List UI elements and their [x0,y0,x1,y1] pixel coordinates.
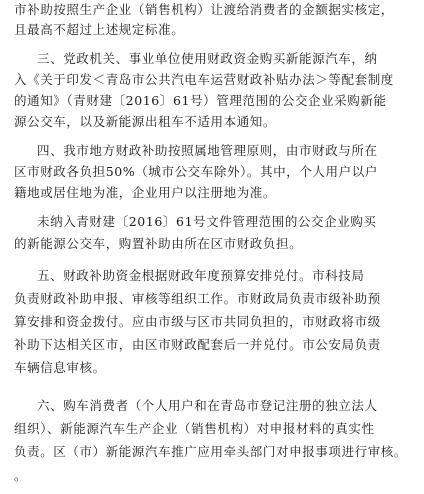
text-line: 市补助按照生产企业（销售机构）让渡给消费者的金额据实核定， [14,2,394,17]
text-line: 五、财政补助资金根据财政年度预算安排兑付。市科技局 [37,268,365,283]
text-line: 三、党政机关、事业单位使用财政资金购买新能源汽车，纳 [37,51,378,66]
text-line: 源公交车，以及新能源出租车不适用本通知。 [14,114,277,129]
text-line: 且最高不超过上述规定标准。 [14,22,185,37]
text-line: 未纳入青财建〔2016〕61号文件管理范围的公交企业购买 [37,214,377,229]
text-line: 负责。区（市）新能源汽车推广应用牵头部门对申报事项进行审核。 [14,444,408,459]
text-line: 。 [14,468,28,483]
text-line: 四、我市地方财政补助按照属地管理原则，由市财政与所在 [37,143,378,158]
text-line: 入《关于印发＜青岛市公共汽电车运营财政补贴办法＞等配套制度 [14,72,394,87]
text-line: 算安排和资金拨付。应由市级与区市共同负担的，市财政将市级 [14,314,381,329]
text-line: 六、购车消费者（个人用户和在青岛市登记注册的独立法人 [37,398,378,413]
text-line: 籍地或居住地为准，企业用户以注册地为准。 [14,185,277,200]
text-line: 组织）、新能源汽车生产企业（销售机构）对申报材料的真实性 [14,421,375,436]
text-line: 区市财政各负担50%（城市公交车除外）。其中，个人用户以户 [14,164,378,179]
text-line: 负责财政补助申报、审核等组织工作。市财政局负责市级补助预 [14,291,381,306]
text-line: 的通知》（青财建〔2016〕61号）管理范围的公交企业采购新能 [14,93,387,108]
text-line: 补助下达相关区市，由区市财政配套后一并兑付。市公安局负责 [14,337,381,352]
text-line: 车辆信息审核。 [14,360,106,375]
text-line: 的新能源公交车，购置补助由所在区市财政负担。 [14,236,303,251]
